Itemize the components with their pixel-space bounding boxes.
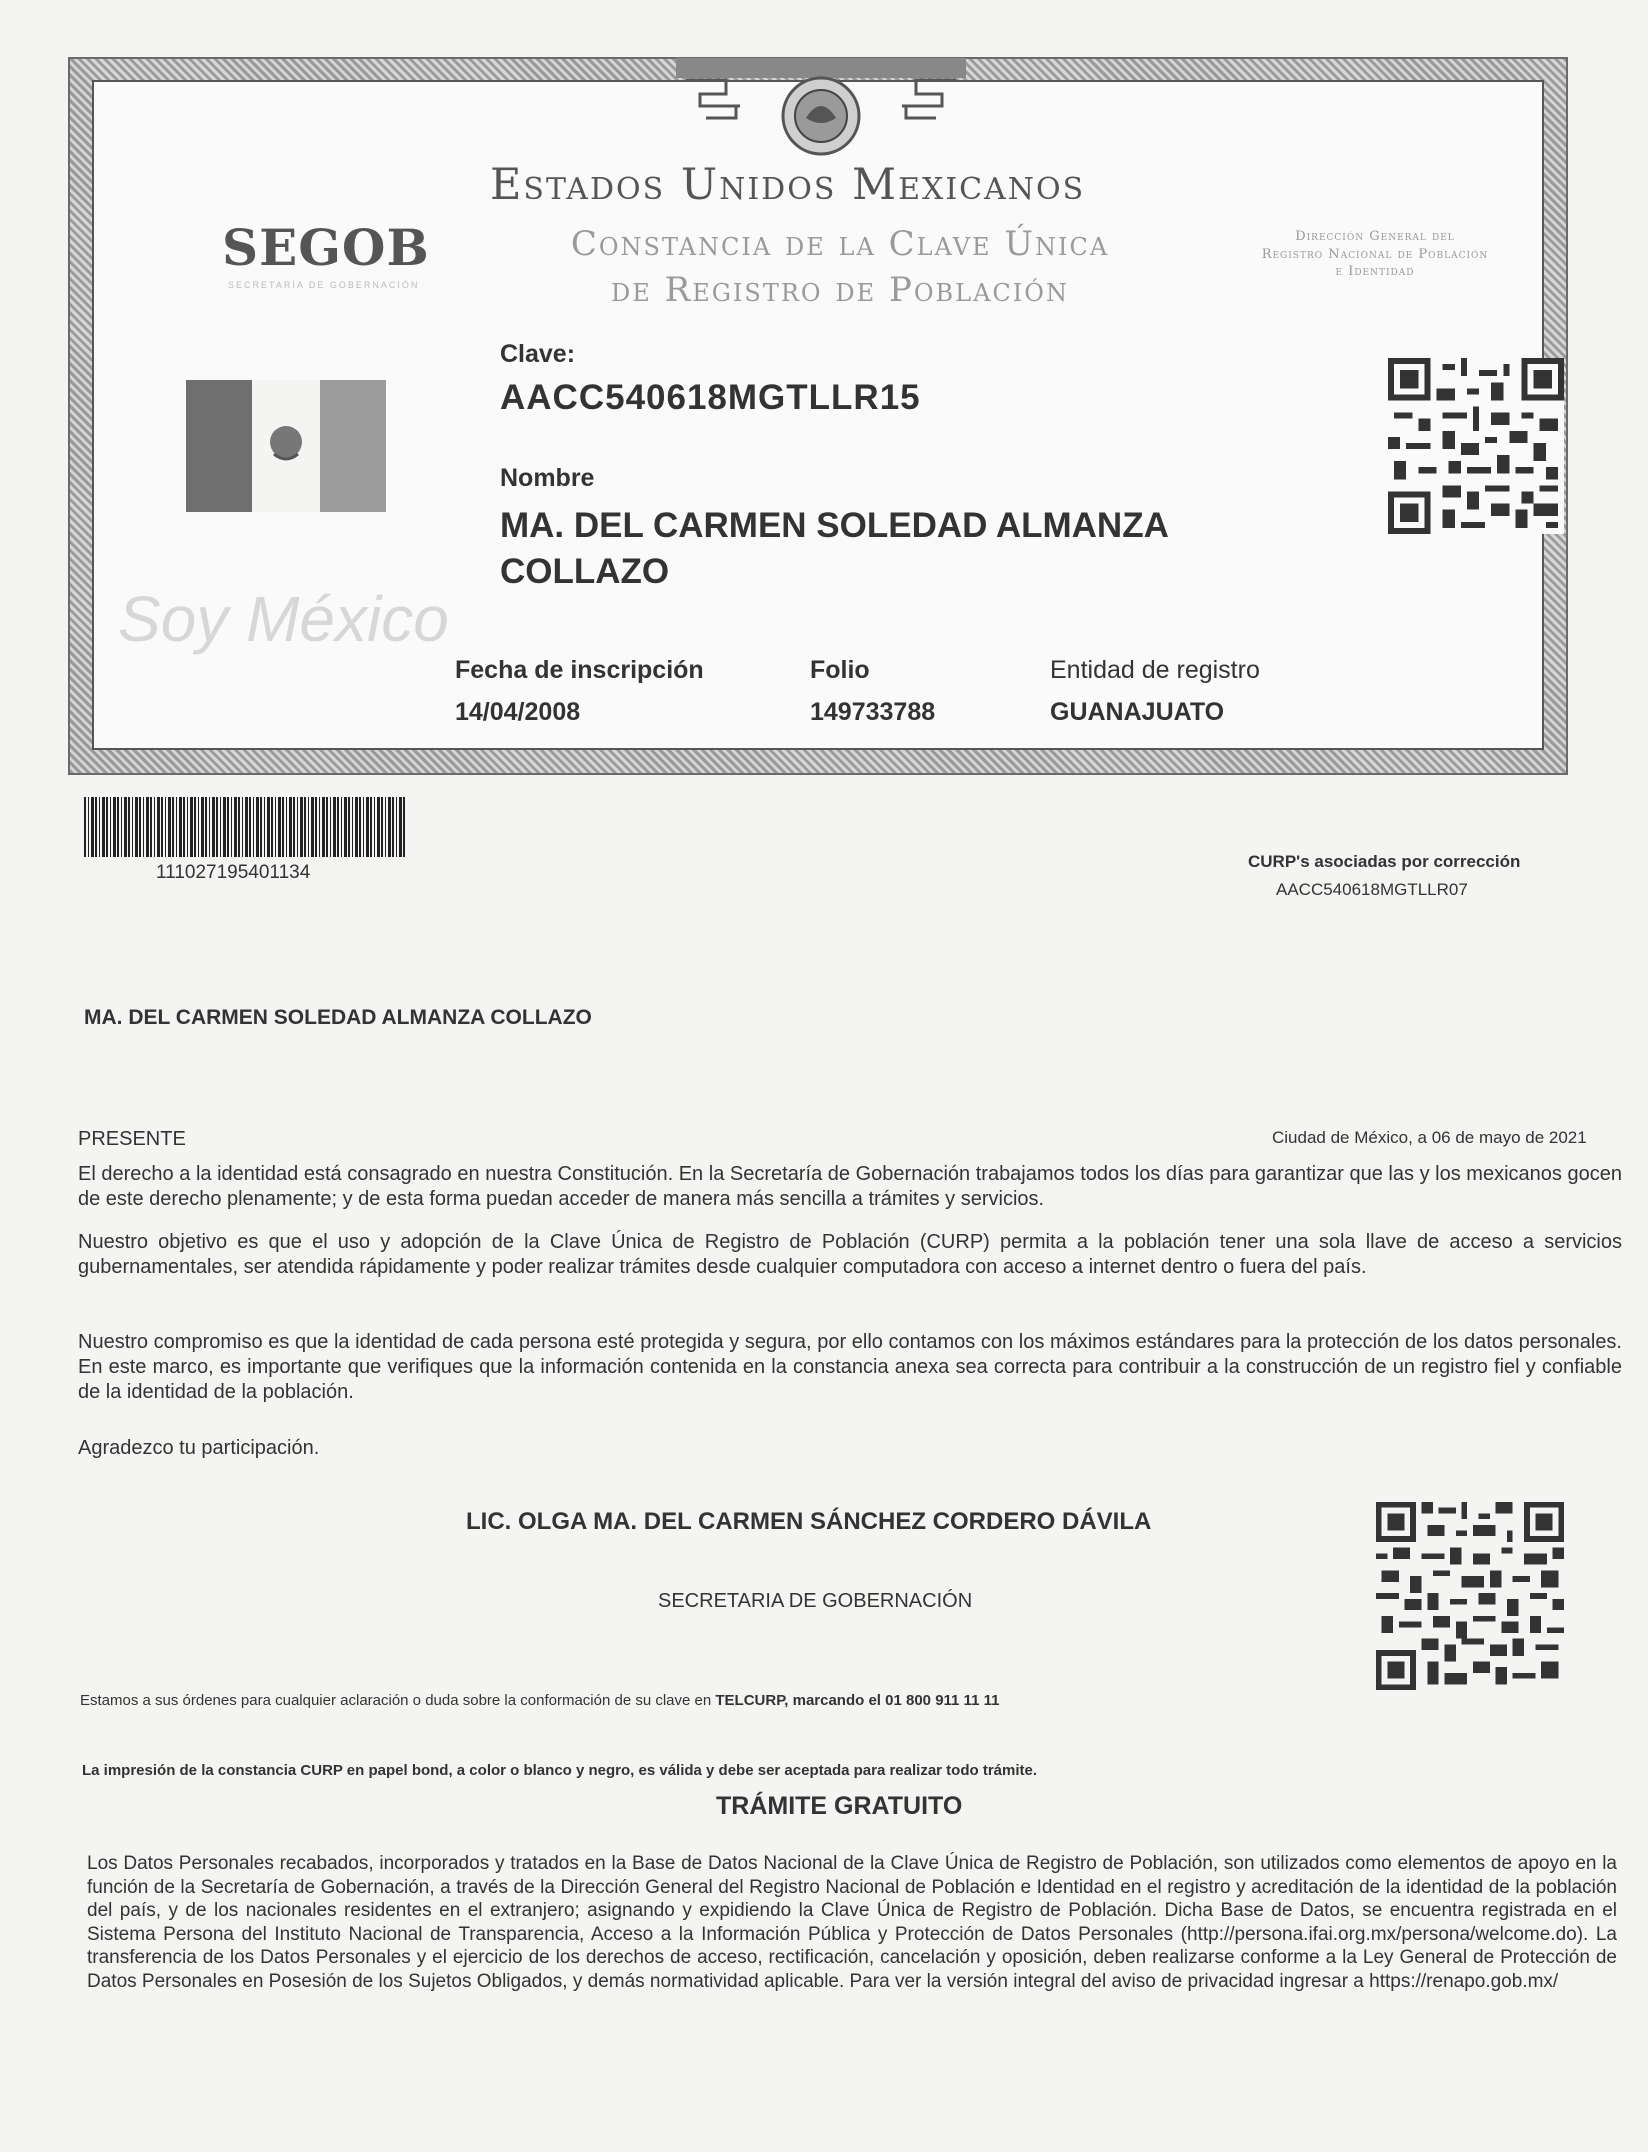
document-title <box>490 222 1190 314</box>
entidad-value: GUANAJUATO <box>1050 698 1225 726</box>
directorate-line-1: Dirección General del <box>1295 229 1455 244</box>
curp-associated-value: AACC540618MGTLLR07 <box>1276 880 1468 899</box>
qr-code-icon <box>1376 1502 1564 1690</box>
country-title: Estados Unidos Mexicanos <box>490 160 1086 210</box>
directorate-line-2: Registro Nacional de Población <box>1261 246 1489 262</box>
document-title-line-1: Constancia de la Clave Única <box>570 224 1110 264</box>
contact-note <box>80 1692 999 1709</box>
privacy-notice: Los Datos Personales recabados, incorporados y tratados en la Base de Datos Nacional de la Clave Única de Registro de Población, son utilizados como elementos de apoyo en la función de la Secretaría de Gobernación, a través de la Dirección General del Registro Nacional de Población e Identidad en el registro y acreditación de la identidad de la población del país, y de los nacionales residentes en el extranjero; asignando y expidiendo la Clave Única de Registro de Población. Dicha Base de Datos, se encuentra registrada en el Sistema Persona del Instituto Nacional de Transparencia, Acceso a la Información Pública y Protección de Datos Personales (http://persona.ifai.org.mx/persona/welcome.do). La transferencia de los Datos Personales y el ejercicio de los derechos de acceso, rectificación, cancelación y oposición, deben realizarse conforme a la Ley General de Protección de Datos Personales en Posesión de los Sujetos Obligados, y demás normatividad aplicable. Para ver la versión integral del aviso de privacidad ingresar a https://renapo.gob.mx/ <box>87 1853 1617 1992</box>
free-procedure-label: TRÁMITE GRATUITO <box>716 1792 963 1820</box>
document-title-line-2: de Registro de Población <box>611 269 1069 310</box>
validity-note: La impresión de la constancia CURP en papel bond, a color o blanco y negro, es válida y debe ser aceptada para realizar todo trámite. <box>82 1762 1038 1779</box>
letter-paragraph-4: Agradezco tu participación. <box>78 1437 320 1459</box>
folio-label: Folio <box>810 656 870 684</box>
letter-paragraph-1: El derecho a la identidad está consagrado en nuestra Constitución. En la Secretaría de Gobernación trabajamos todos los días para garantizar que las y los mexicanos gocen de este derecho plenamente; y de esta forma puedan acceder de manera más sencilla a trámites y servicios. <box>78 1163 1622 1210</box>
clave-label: Clave: <box>500 340 576 368</box>
segob-tagline: SECRETARÍA DE GOBERNACIÓN <box>228 280 420 290</box>
qr-code-icon <box>1388 358 1564 534</box>
directorate-name <box>1210 228 1540 281</box>
fecha-value: 14/04/2008 <box>455 698 581 726</box>
folio-value: 149733788 <box>810 698 936 726</box>
presente-label: PRESENTE <box>78 1128 186 1150</box>
contact-note-text: Estamos a sus órdenes para cualquier aclaración o duda sobre la conformación de su clave en <box>80 1692 712 1709</box>
nombre-label: Nombre <box>500 464 595 492</box>
curp-associated-label: CURP's asociadas por corrección <box>1248 852 1521 871</box>
barcode-icon <box>84 797 406 857</box>
mexican-flag-icon <box>186 380 386 512</box>
place-date: Ciudad de México, a 06 de mayo de 2021 <box>1272 1128 1587 1147</box>
telcurp-phone: TELCURP, marcando el 01 800 911 11 11 <box>715 1692 1000 1709</box>
soy-mexico-watermark: Soy México <box>118 583 449 655</box>
nombre-value <box>500 503 1260 594</box>
letter-paragraph-2: Nuestro objetivo es que el uso y adopción de la Clave Única de Registro de Población (CURP) permita a la población tener una sola llave de acceso a servicios gubernamentales, ser atendida rápidamente y poder realizar trámites desde cualquier computadora con acceso a internet dentro o fuera del país. <box>78 1231 1622 1278</box>
recipient-name: MA. DEL CARMEN SOLEDAD ALMANZA COLLAZO <box>84 1006 592 1029</box>
signer-name: LIC. OLGA MA. DEL CARMEN SÁNCHEZ CORDERO DÁVILA <box>466 1508 1152 1535</box>
fecha-label: Fecha de inscripción <box>455 656 704 684</box>
segob-logo: SEGOB <box>222 218 430 277</box>
signer-title: SECRETARIA DE GOBERNACIÓN <box>658 1590 973 1612</box>
nombre-line-2: COLLAZO <box>500 551 670 591</box>
national-emblem-icon <box>676 58 966 158</box>
letter-paragraph-3: Nuestro compromiso es que la identidad de cada persona esté protegida y segura, por ello contamos con los máximos estándares para la protección de los datos personales. En este marco, es importante que verifiques que la información contenida en la constancia anexa sea correcta para contribuir a la construcción de un registro fiel y confiable de la identidad de la población. <box>78 1331 1622 1403</box>
barcode-number: 111027195401134 <box>156 862 311 883</box>
nombre-line-1: MA. DEL CARMEN SOLEDAD ALMANZA <box>500 506 1169 545</box>
directorate-line-3: e Identidad <box>1335 264 1415 280</box>
clave-value: AACC540618MGTLLR15 <box>500 378 921 417</box>
entidad-label: Entidad de registro <box>1050 656 1260 684</box>
